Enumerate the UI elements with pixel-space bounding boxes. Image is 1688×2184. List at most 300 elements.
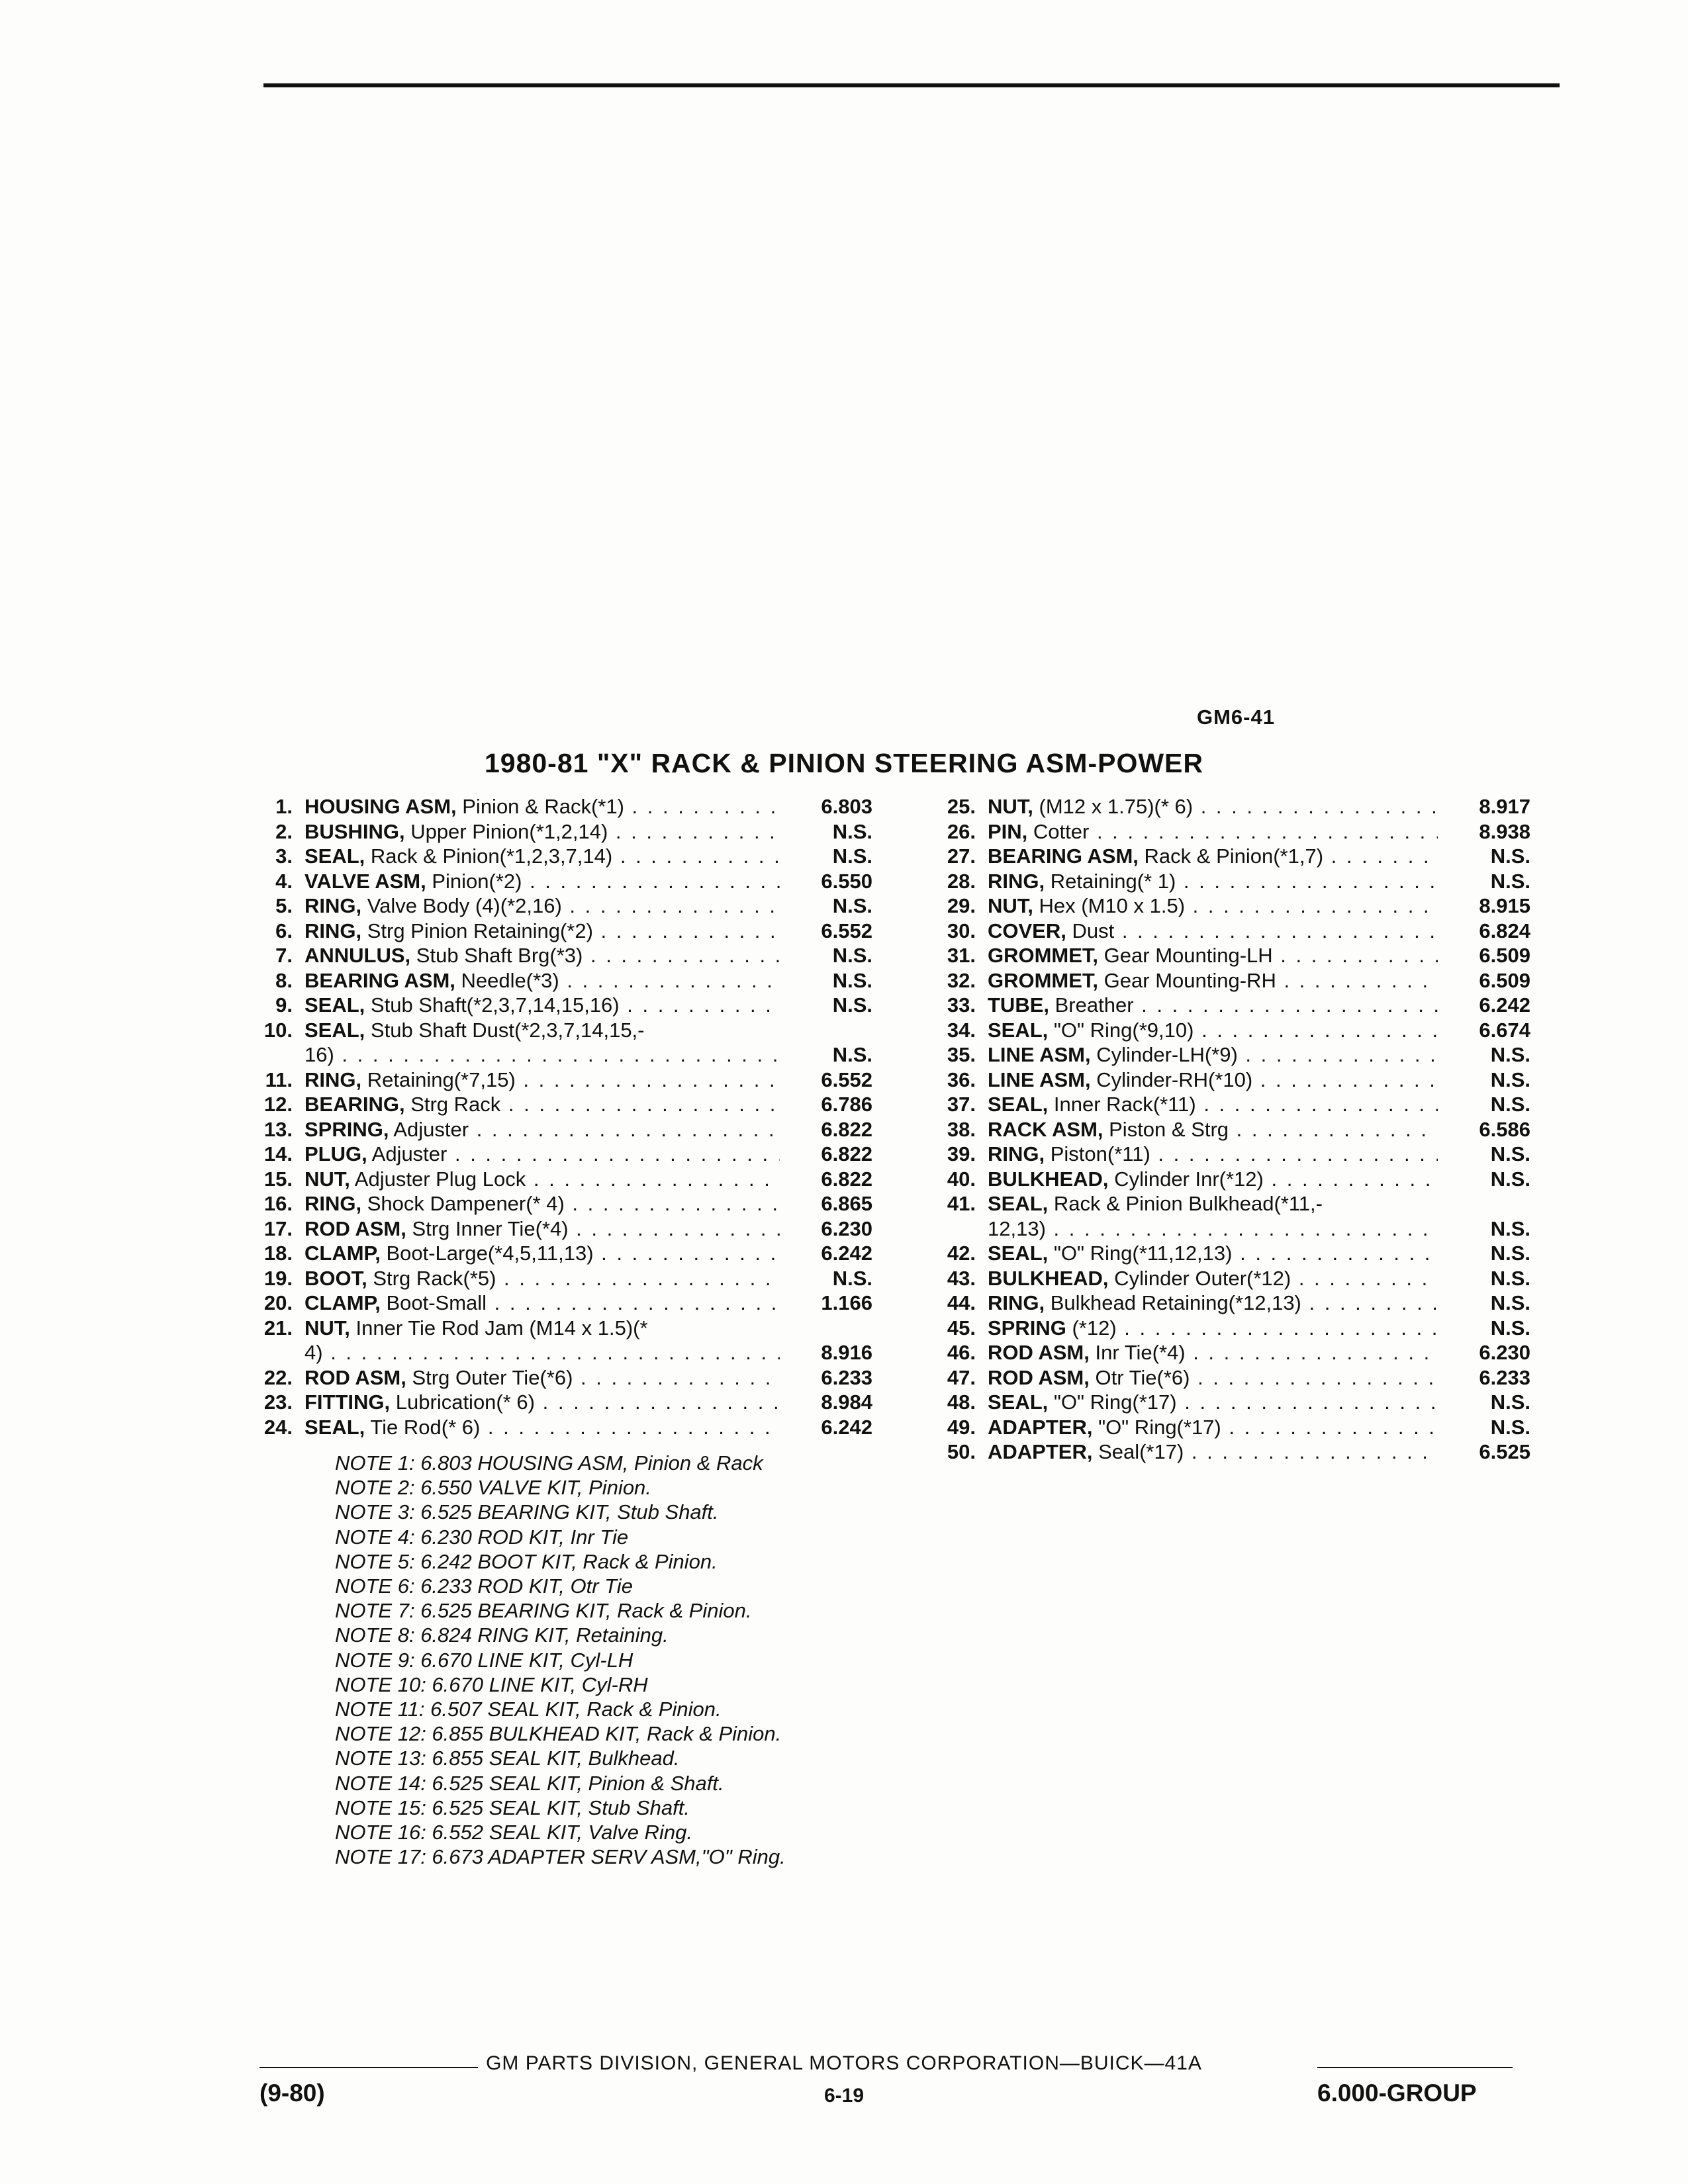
part-group-number: 6.822 — [821, 1142, 872, 1165]
part-body — [988, 869, 1530, 894]
part-group-number: N.S. — [1490, 1390, 1530, 1414]
part-detail: Cylinder Outer(*12) — [1108, 1266, 1291, 1290]
part-row — [250, 794, 872, 819]
part-body — [305, 869, 872, 894]
part-body — [305, 1142, 872, 1167]
note-line: NOTE 14: 6.525 SEAL KIT, Pinion & Shaft. — [335, 1771, 724, 1795]
part-row — [933, 1439, 1530, 1465]
part-number: 17. — [263, 1216, 293, 1240]
part-number: 33. — [947, 993, 976, 1017]
part-group-number: N.S. — [1490, 1043, 1530, 1066]
part-body — [988, 1142, 1530, 1167]
footer-date: (9-80) — [259, 2079, 325, 2107]
part-number: 28. — [947, 869, 976, 893]
part-body — [305, 819, 872, 844]
part-name: LINE ASM, — [988, 1043, 1091, 1066]
part-name: TUBE, — [988, 993, 1049, 1017]
part-group-number: 6.230 — [821, 1216, 872, 1240]
note-line: NOTE 13: 6.855 SEAL KIT, Bulkhead. — [335, 1747, 680, 1770]
part-name: SPRING, — [305, 1117, 389, 1141]
part-group-number — [1438, 1191, 1530, 1216]
part-row — [250, 1142, 872, 1167]
part-row — [250, 1018, 872, 1043]
part-number: 2. — [275, 819, 293, 843]
top-rule — [263, 83, 1560, 87]
part-row — [933, 1291, 1530, 1316]
part-detail: Lubrication(* 6) — [390, 1390, 535, 1414]
part-name: RACK ASM, — [988, 1117, 1103, 1141]
note-line: NOTE 11: 6.507 SEAL KIT, Rack & Pinion. — [335, 1698, 722, 1721]
part-description — [988, 1117, 1438, 1142]
part-group-number: N.S. — [1490, 869, 1530, 893]
part-detail: (M12 x 1.75)(* 6) — [1033, 795, 1194, 818]
part-description — [305, 968, 780, 993]
part-number: 42. — [947, 1242, 976, 1265]
part-number: 7. — [275, 944, 293, 967]
part-row — [250, 1241, 872, 1266]
part-body — [988, 1390, 1530, 1415]
part-description — [988, 1291, 1438, 1316]
part-row — [250, 1092, 872, 1117]
part-description — [988, 1018, 1438, 1043]
part-body — [988, 968, 1530, 993]
part-group-number: N.S. — [832, 1043, 872, 1066]
note-line: NOTE 16: 6.552 SEAL KIT, Valve Ring. — [335, 1821, 692, 1844]
part-row — [250, 1390, 872, 1415]
note-line: NOTE 7: 6.525 BEARING KIT, Rack & Pinion. — [335, 1599, 752, 1623]
part-body — [988, 1316, 1530, 1341]
part-detail: Gear Mounting-LH — [1098, 944, 1273, 967]
part-name: BUSHING, — [305, 819, 405, 843]
part-description — [988, 919, 1438, 944]
part-number: 29. — [947, 894, 976, 917]
part-description — [988, 1092, 1438, 1117]
part-body — [305, 993, 872, 1018]
part-number: 19. — [263, 1266, 293, 1290]
part-description — [305, 893, 780, 919]
part-name: BEARING, — [305, 1093, 405, 1116]
part-group-number: 8.938 — [1479, 819, 1530, 843]
part-group-number: 8.915 — [1479, 894, 1530, 917]
part-description — [305, 1266, 780, 1291]
diagram-area — [263, 99, 1560, 682]
part-name: GROMMET, — [988, 944, 1099, 967]
part-name: COVER, — [988, 919, 1066, 942]
part-name: GROMMET, — [988, 968, 1099, 992]
part-group-number: 6.525 — [1479, 1440, 1530, 1463]
part-group-number — [780, 1018, 872, 1043]
part-detail: Piston(*11) — [1045, 1142, 1150, 1165]
part-number: 45. — [947, 1316, 976, 1340]
part-description — [988, 844, 1438, 869]
part-group-number: 1.166 — [821, 1291, 872, 1314]
part-row — [933, 968, 1530, 993]
part-description — [305, 1216, 780, 1242]
part-detail: Boot-Small — [380, 1291, 487, 1314]
part-group-number: 6.509 — [1479, 944, 1530, 967]
part-detail: Rack & Pinion(*1,2,3,7,14) — [365, 844, 613, 868]
part-description — [305, 1365, 780, 1390]
part-group-number: N.S. — [1490, 1242, 1530, 1265]
part-number: 12. — [263, 1093, 293, 1116]
part-row — [933, 1390, 1530, 1415]
part-row — [933, 1241, 1530, 1266]
note-line: NOTE 3: 6.525 BEARING KIT, Stub Shaft. — [335, 1500, 719, 1524]
part-body — [305, 1167, 872, 1192]
part-name: SEAL, — [305, 1018, 365, 1042]
part-detail: Breather — [1049, 993, 1134, 1017]
part-body — [305, 1092, 872, 1117]
part-detail: Tie Rod(* 6) — [365, 1415, 481, 1439]
part-group-number: 6.822 — [821, 1117, 872, 1141]
note-line: NOTE 5: 6.242 BOOT KIT, Rack & Pinion. — [335, 1549, 718, 1573]
part-body — [305, 1340, 872, 1365]
part-description — [305, 1068, 780, 1093]
part-description — [305, 1390, 780, 1415]
part-detail: Upper Pinion(*1,2,14) — [404, 819, 608, 843]
part-group-number: 8.917 — [1479, 795, 1530, 818]
part-number: 36. — [947, 1068, 976, 1091]
part-name: ROD ASM, — [305, 1216, 406, 1240]
part-body — [988, 919, 1530, 944]
part-detail: Stub Shaft(*2,3,7,14,15,16) — [365, 993, 620, 1017]
part-number: 1. — [275, 795, 293, 818]
part-row — [933, 893, 1530, 919]
part-detail: Inner Tie Rod Jam (M14 x 1.5)(* — [350, 1316, 648, 1340]
part-group-number: 6.552 — [821, 919, 872, 942]
part-body — [305, 1266, 872, 1291]
part-name: ROD ASM, — [988, 1341, 1090, 1364]
part-detail: Hex (M10 x 1.5) — [1033, 894, 1186, 917]
part-description — [305, 1415, 780, 1440]
part-name: LINE ASM, — [988, 1068, 1091, 1091]
part-detail: Cylinder Inr(*12) — [1108, 1167, 1264, 1191]
part-row — [250, 1291, 872, 1316]
part-number: 23. — [263, 1390, 293, 1414]
part-row — [250, 893, 872, 919]
part-detail: Cylinder-RH(*10) — [1090, 1068, 1253, 1091]
part-row — [933, 1018, 1530, 1043]
part-name: RING, — [988, 869, 1045, 893]
part-body — [988, 1439, 1530, 1465]
part-name: HOUSING ASM, — [305, 795, 457, 818]
part-row — [933, 1340, 1530, 1365]
part-body — [988, 1018, 1530, 1043]
part-number: 6. — [275, 919, 293, 942]
part-row — [933, 1117, 1530, 1142]
part-detail: Otr Tie(*6) — [1089, 1365, 1190, 1389]
part-description — [305, 919, 780, 944]
part-number: 50. — [947, 1440, 976, 1463]
part-detail: Strg Pinion Retaining(*2) — [361, 919, 593, 942]
part-name: FITTING, — [305, 1390, 391, 1414]
part-row — [933, 1365, 1530, 1390]
part-name: BULKHEAD, — [988, 1167, 1109, 1191]
part-body — [305, 1390, 872, 1415]
part-detail: Seal(*17) — [1092, 1440, 1184, 1463]
part-body — [988, 1415, 1530, 1440]
part-name: PLUG, — [305, 1142, 367, 1165]
part-detail: Stub Shaft Dust(*2,3,7,14,15,- — [365, 1018, 645, 1042]
part-group-number: 6.674 — [1479, 1018, 1530, 1042]
part-number: 48. — [947, 1390, 976, 1414]
part-group-number: 6.242 — [1479, 993, 1530, 1017]
part-group-number: 6.786 — [821, 1093, 872, 1116]
note-line: NOTE 17: 6.673 ADAPTER SERV ASM,"O" Ring. — [335, 1845, 786, 1869]
part-number: 24. — [263, 1415, 293, 1439]
part-detail: 4) — [305, 1341, 323, 1364]
part-number: 25. — [947, 795, 976, 818]
part-description — [988, 1340, 1438, 1365]
part-number: 31. — [947, 944, 976, 967]
part-group-number: N.S. — [832, 844, 872, 868]
part-body — [305, 1415, 872, 1440]
part-row — [250, 1340, 872, 1365]
part-body — [305, 1117, 872, 1142]
part-body — [988, 1291, 1530, 1316]
part-number: 38. — [947, 1117, 976, 1141]
part-description — [988, 794, 1438, 819]
part-number: 44. — [947, 1291, 976, 1314]
part-body — [305, 1241, 872, 1266]
part-detail: Stub Shaft Brg(*3) — [410, 944, 583, 967]
part-name: BOOT, — [305, 1266, 367, 1290]
part-description — [988, 1042, 1438, 1068]
part-description — [988, 893, 1438, 919]
part-number: 30. — [947, 919, 976, 942]
part-description — [988, 1316, 1438, 1341]
part-body — [988, 819, 1530, 844]
part-body — [305, 1068, 872, 1093]
part-body — [988, 993, 1530, 1018]
part-group-number: N.S. — [1490, 1415, 1530, 1439]
part-body — [988, 943, 1530, 968]
part-name: CLAMP, — [305, 1291, 381, 1314]
part-number: 32. — [947, 968, 976, 992]
notes-list — [335, 1451, 786, 1869]
part-body — [305, 794, 872, 819]
note-line: NOTE 6: 6.233 ROD KIT, Otr Tie — [335, 1574, 633, 1598]
part-row — [250, 1415, 872, 1440]
part-name: SEAL, — [305, 844, 365, 868]
note-line: NOTE 1: 6.803 HOUSING ASM, Pinion & Rack — [335, 1451, 763, 1475]
part-row — [933, 1316, 1530, 1341]
note-line: NOTE 12: 6.855 BULKHEAD KIT, Rack & Pinion. — [335, 1722, 782, 1746]
part-number: 47. — [947, 1365, 976, 1389]
part-description — [988, 968, 1438, 993]
part-description — [988, 1068, 1438, 1093]
part-body — [988, 1092, 1530, 1117]
part-group-number: N.S. — [832, 968, 872, 992]
part-description — [988, 993, 1438, 1018]
part-name: SEAL, — [988, 1242, 1049, 1265]
part-detail: Strg Inner Tie(*4) — [406, 1216, 569, 1240]
part-group-number — [780, 1316, 872, 1341]
part-number: 39. — [947, 1142, 976, 1165]
part-description — [305, 1291, 780, 1316]
part-row — [933, 1142, 1530, 1167]
part-row — [933, 869, 1530, 894]
part-description — [305, 1167, 780, 1192]
part-description — [305, 1191, 780, 1216]
note-line: NOTE 8: 6.824 RING KIT, Retaining. — [335, 1623, 669, 1647]
part-description — [988, 1191, 1438, 1216]
part-row — [250, 819, 872, 844]
part-group-number: N.S. — [832, 993, 872, 1017]
part-group-number: 6.803 — [821, 795, 872, 818]
part-description — [305, 794, 780, 819]
part-name: SEAL, — [305, 993, 365, 1017]
part-row — [933, 1216, 1530, 1242]
part-row — [250, 1266, 872, 1291]
part-body — [305, 844, 872, 869]
part-group-number: 6.550 — [821, 869, 872, 893]
part-number: 10. — [263, 1018, 293, 1042]
part-detail: Pinion(*2) — [426, 869, 522, 893]
part-detail: Pinion & Rack(*1) — [456, 795, 624, 818]
part-description — [305, 819, 780, 844]
part-number: 21. — [263, 1316, 293, 1340]
part-body — [988, 1365, 1530, 1390]
part-body — [305, 943, 872, 968]
part-description — [305, 993, 780, 1018]
part-name: SEAL, — [988, 1018, 1049, 1042]
part-body — [305, 1216, 872, 1242]
part-group-number: 6.586 — [1479, 1117, 1530, 1141]
part-group-number: N.S. — [1490, 1167, 1530, 1191]
part-row — [250, 1042, 872, 1068]
part-name: BULKHEAD, — [988, 1266, 1109, 1290]
page-title: 1980-81 "X" RACK & PINION STEERING ASM-POWER — [484, 748, 1204, 778]
note-line: NOTE 9: 6.670 LINE KIT, Cyl-LH — [335, 1648, 633, 1672]
part-number: 9. — [275, 993, 293, 1017]
part-group-number: 6.230 — [1479, 1341, 1530, 1364]
part-row — [933, 844, 1530, 869]
part-detail: 12,13) — [988, 1216, 1046, 1240]
part-description — [988, 869, 1438, 894]
part-description — [988, 1365, 1438, 1390]
part-description — [988, 1266, 1438, 1291]
part-description — [988, 1216, 1438, 1242]
part-detail: Valve Body (4)(*2,16) — [361, 894, 562, 917]
parts-list-right — [933, 794, 1530, 1465]
part-description — [305, 1241, 780, 1266]
part-name: NUT, — [988, 894, 1033, 917]
part-body — [988, 1167, 1530, 1192]
part-body — [988, 1266, 1530, 1291]
part-description — [305, 1340, 780, 1365]
part-detail: Inr Tie(*4) — [1089, 1341, 1186, 1364]
part-detail: "O" Ring(*11,12,13) — [1048, 1242, 1233, 1265]
part-number: 18. — [263, 1242, 293, 1265]
part-group-number: N.S. — [1490, 1316, 1530, 1340]
part-description — [988, 1167, 1438, 1192]
part-body — [988, 844, 1530, 869]
part-name: RING, — [305, 1068, 362, 1091]
part-detail: Adjuster Plug Lock — [350, 1167, 526, 1191]
figure-code: GM6-41 — [1197, 705, 1275, 729]
note-line: NOTE 15: 6.525 SEAL KIT, Stub Shaft. — [335, 1796, 690, 1819]
part-row — [933, 919, 1530, 944]
part-row — [933, 1167, 1530, 1192]
part-number: 22. — [263, 1365, 293, 1389]
part-row — [250, 993, 872, 1018]
part-detail: Cotter — [1027, 819, 1090, 843]
part-body — [305, 919, 872, 944]
part-body — [988, 1117, 1530, 1142]
part-group-number: 6.509 — [1479, 968, 1530, 992]
part-body — [988, 1241, 1530, 1266]
part-name: SEAL, — [988, 1093, 1049, 1116]
part-number: 37. — [947, 1093, 976, 1116]
part-number: 3. — [275, 844, 293, 868]
part-name: NUT, — [305, 1167, 350, 1191]
part-detail: Inner Rack(*11) — [1048, 1093, 1196, 1116]
part-description — [988, 1439, 1438, 1465]
part-number: 14. — [263, 1142, 293, 1165]
part-number: 34. — [947, 1018, 976, 1042]
part-row — [933, 819, 1530, 844]
part-name: RING, — [305, 894, 362, 917]
part-number: 11. — [265, 1068, 293, 1091]
part-name: BEARING ASM, — [988, 844, 1139, 868]
part-description — [305, 1042, 780, 1068]
part-row — [933, 1068, 1530, 1093]
part-description — [305, 1092, 780, 1117]
part-name: RING, — [305, 1192, 362, 1215]
part-detail: Gear Mounting-RH — [1098, 968, 1276, 992]
parts-list-left — [250, 794, 872, 1439]
part-row — [250, 1068, 872, 1093]
part-detail: Boot-Large(*4,5,11,13) — [380, 1242, 594, 1265]
part-description — [988, 943, 1438, 968]
part-group-number: N.S. — [832, 944, 872, 967]
part-row — [250, 1316, 872, 1341]
part-body — [988, 1042, 1530, 1068]
part-row — [250, 844, 872, 869]
part-group-number: 6.822 — [821, 1167, 872, 1191]
part-group-number: 6.233 — [1479, 1365, 1530, 1389]
part-name: CLAMP, — [305, 1242, 381, 1265]
part-group-number: 6.824 — [1479, 919, 1530, 942]
part-body — [305, 1316, 872, 1341]
part-number: 40. — [947, 1167, 976, 1191]
part-name: ANNULUS, — [305, 944, 411, 967]
part-body — [305, 1191, 872, 1216]
footer-page-number: 6-19 — [823, 2085, 865, 2107]
part-detail: "O" Ring(*17) — [1092, 1415, 1221, 1439]
part-group-number: N.S. — [1490, 1216, 1530, 1240]
part-detail: Rack & Pinion Bulkhead(*11,- — [1048, 1192, 1323, 1215]
part-name: NUT, — [988, 795, 1033, 818]
part-group-number: 6.552 — [821, 1068, 872, 1091]
part-description — [305, 844, 780, 869]
part-group-number: N.S. — [1490, 1068, 1530, 1091]
part-row — [933, 1042, 1530, 1068]
part-group-number: N.S. — [832, 819, 872, 843]
footer-group: 6.000-GROUP — [1317, 2079, 1477, 2107]
part-group-number: N.S. — [1490, 1291, 1530, 1314]
part-detail: Cylinder-LH(*9) — [1090, 1043, 1238, 1066]
part-detail: Strg Outer Tie(*6) — [406, 1365, 573, 1389]
note-line: NOTE 4: 6.230 ROD KIT, Inr Tie — [335, 1525, 629, 1549]
part-name: ADAPTER, — [988, 1440, 1093, 1463]
part-detail: "O" Ring(*17) — [1048, 1390, 1177, 1414]
part-row — [250, 1216, 872, 1242]
part-group-number: N.S. — [1490, 1093, 1530, 1116]
part-number: 8. — [275, 968, 293, 992]
part-number: 13. — [263, 1117, 293, 1141]
